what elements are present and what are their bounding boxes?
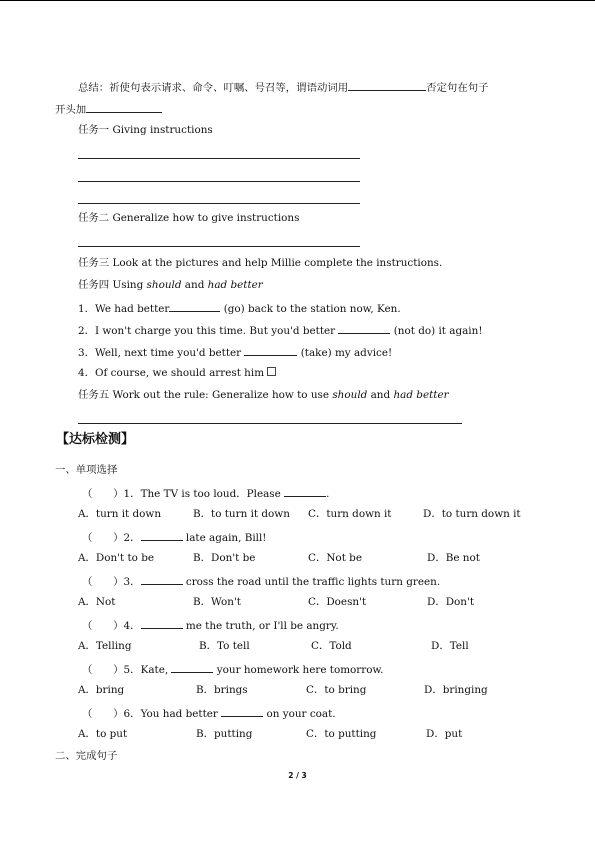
item-text: 1．We had better <box>78 303 170 315</box>
part-2-title: 二、完成句子 <box>55 750 118 762</box>
option-c: C．to putting <box>306 728 377 740</box>
option-a: A．Don't to be <box>78 552 155 564</box>
answer-blank <box>141 573 183 585</box>
task-4-prefix: 任务四 Using <box>78 279 147 291</box>
part-1-title: 一、单项选择 <box>55 464 118 476</box>
question-5 <box>82 661 383 677</box>
answer-blank <box>169 300 220 312</box>
question-text: （ ）2． <box>82 532 141 544</box>
question-text-after: on your coat. <box>263 708 336 720</box>
task-4-and: and <box>181 279 208 291</box>
question-text-after: late again, Bill! <box>182 532 267 544</box>
summary-text-2: 开头加 <box>55 104 87 116</box>
question-2 <box>82 529 266 545</box>
item-text: 2．I won't charge you this time. But you'd better <box>78 325 339 337</box>
task-5-word-should: should <box>332 389 368 401</box>
answer-blank <box>338 322 390 334</box>
option-a: A．Telling <box>78 640 132 652</box>
task-2-heading: 任务二 Generalize how to give instructions <box>78 212 300 224</box>
option-b: B．brings <box>196 684 248 696</box>
answer-line <box>78 423 462 424</box>
option-b: B．to turn it down <box>193 508 290 520</box>
answer-blank <box>141 617 183 629</box>
question-text-after: me the truth, or I'll be angry. <box>182 620 339 632</box>
question-text-after: cross the road until the traffic lights turn green. <box>182 576 441 588</box>
answer-blank <box>171 661 213 673</box>
task-4-word-should: should <box>146 279 182 291</box>
summary-text: 总结：祈使句表示请求、命令、叮嘱、号召等，谓语动词用 <box>78 82 349 94</box>
option-a: A．Not <box>78 596 116 608</box>
question-1 <box>82 485 329 501</box>
answer-line <box>78 246 360 247</box>
question-text-after: your homework here tomorrow. <box>213 664 384 676</box>
summary-line-1 <box>78 79 489 95</box>
question-6 <box>82 705 336 721</box>
task-4-item-1 <box>78 300 401 316</box>
answer-blank <box>141 529 183 541</box>
option-b: B．Don't be <box>193 552 256 564</box>
option-c: C．turn down it <box>308 508 392 520</box>
question-text: （ ）6．You had better <box>82 708 222 720</box>
option-d: D．put <box>426 728 463 740</box>
item-text-after: (not do) it again! <box>390 325 483 337</box>
option-b: B．putting <box>196 728 253 740</box>
question-text: （ ）1．The TV is too loud．Please <box>82 488 285 500</box>
option-d: D．Don't <box>427 596 475 608</box>
answer-blank <box>244 344 297 356</box>
answer-line <box>78 203 360 204</box>
answer-blank <box>284 485 326 497</box>
option-a: A．bring <box>78 684 125 696</box>
task-4-item-2 <box>78 322 483 338</box>
answer-line <box>78 158 360 159</box>
item-text-after: (take) my advice! <box>297 347 393 359</box>
option-b: B．To tell <box>199 640 250 652</box>
task-1-heading: 任务一 Giving instructions <box>78 124 213 136</box>
answer-blank <box>221 705 263 717</box>
option-c: C．Doesn't <box>308 596 367 608</box>
task-5-prefix: 任务五 Work out the rule: Generalize how to use <box>78 389 333 401</box>
task-4-item-3 <box>78 344 392 360</box>
answer-blank <box>348 79 426 91</box>
page-number: 2 / 3 <box>288 771 307 780</box>
question-3 <box>82 573 440 589</box>
option-d: D．Tell <box>431 640 469 652</box>
task-4-heading <box>78 278 263 292</box>
page-top-border <box>0 0 595 1</box>
question-text-after: . <box>326 488 330 500</box>
task-5-heading <box>78 388 449 402</box>
option-c: C．to bring <box>306 684 367 696</box>
summary-text-after: 否定句在句子 <box>426 82 489 94</box>
summary-line-2 <box>55 101 162 117</box>
item-text: 3．Well, next time you'd better <box>78 347 245 359</box>
option-d: D．to turn down it <box>423 508 521 520</box>
task-3-heading: 任务三 Look at the pictures and help Millie complete the instructions. <box>78 257 443 269</box>
task-5-word-had-better: had better <box>393 389 449 401</box>
task-5-and: and <box>367 389 394 401</box>
option-b: B．Won't <box>193 596 241 608</box>
question-text: （ ）3． <box>82 576 141 588</box>
option-d: D．bringing <box>424 684 488 696</box>
item-text-after: (go) back to the station now, Ken. <box>220 303 401 315</box>
answer-blank <box>86 101 162 113</box>
checkbox-square-icon <box>267 367 276 376</box>
option-d: D．Be not <box>427 552 480 564</box>
section-heading: 【达标检测】 <box>56 432 135 447</box>
item-text: 4．Of course, we should arrest him <box>78 367 265 379</box>
task-4-word-had-better: had better <box>207 279 263 291</box>
task-4-item-4 <box>78 366 276 380</box>
question-text: （ ）4． <box>82 620 141 632</box>
question-4 <box>82 617 339 633</box>
option-a: A．turn it down <box>78 508 162 520</box>
option-c: C．Told <box>311 640 352 652</box>
question-text: （ ）5．Kate, <box>82 664 172 676</box>
answer-line <box>78 181 360 182</box>
option-a: A．to put <box>78 728 128 740</box>
option-c: C．Not be <box>308 552 362 564</box>
